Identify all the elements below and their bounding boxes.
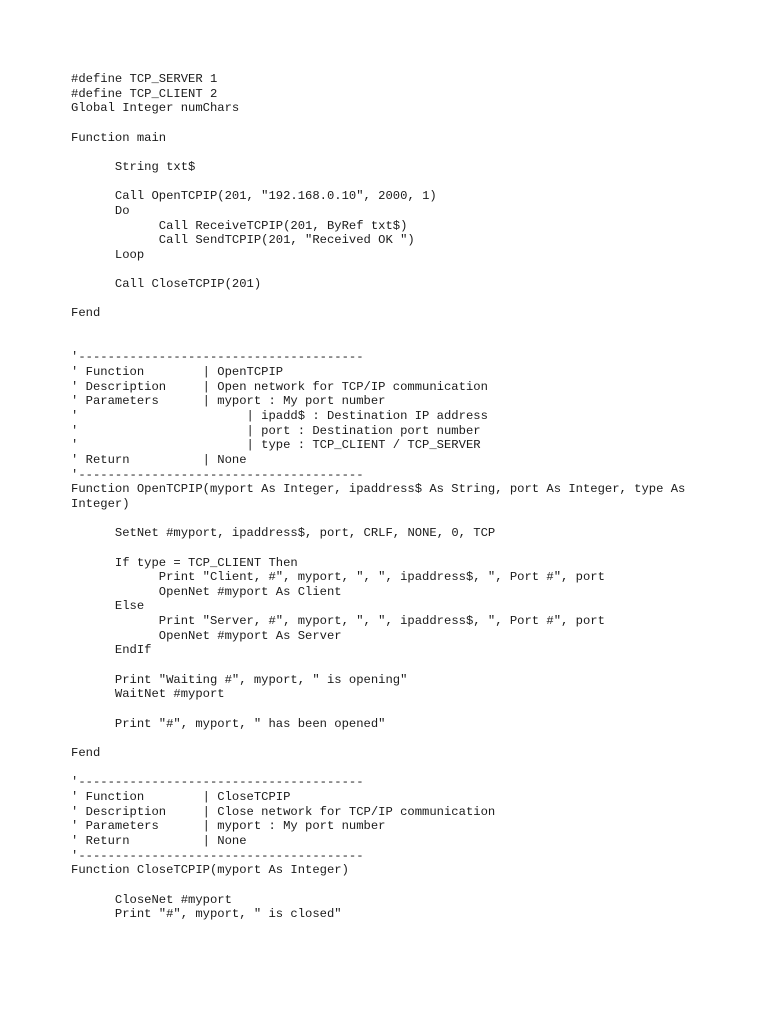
code-line: ' Return | None (71, 833, 247, 848)
code-line: String txt$ (71, 159, 196, 174)
code-line: If type = TCP_CLIENT Then (71, 555, 298, 570)
code-line: Fend (71, 306, 101, 321)
code-line: Call CloseTCPIP(201) (71, 277, 262, 292)
code-line (71, 175, 711, 190)
code-line (71, 262, 711, 277)
code-line (71, 512, 711, 527)
code-line: ' | type : TCP_CLIENT / TCP_SERVER (71, 438, 481, 453)
code-listing (71, 72, 711, 922)
code-line: Do (71, 203, 130, 218)
code-line: Loop (71, 247, 145, 262)
code-line: ' Function | CloseTCPIP (71, 789, 291, 804)
code-line: Else (71, 599, 145, 614)
code-line: ' | ipadd$ : Destination IP address (71, 408, 488, 423)
code-line: Function CloseTCPIP(myport As Integer) (71, 863, 349, 878)
code-line: Print "Waiting #", myport, " is opening" (71, 672, 408, 687)
code-line: ' Description | Close network for TCP/IP communication (71, 804, 496, 819)
code-line: Function OpenTCPIP(myport As Integer, ipaddress$ As String, port As Integer, type As Integer) (71, 482, 693, 511)
code-line (71, 541, 711, 556)
code-line: Print "Client, #", myport, ", ", ipaddress$, ", Port #", port (71, 570, 605, 585)
code-line (71, 761, 711, 776)
code-line: '--------------------------------------- (71, 350, 364, 365)
code-line: OpenNet #myport As Server (71, 628, 342, 643)
code-line: CloseNet #myport (71, 892, 232, 907)
code-line (71, 145, 711, 160)
code-line: #define TCP_CLIENT 2 (71, 86, 218, 101)
code-line (71, 878, 711, 893)
code-line: EndIf (71, 643, 152, 658)
code-line (71, 658, 711, 673)
code-line (71, 116, 711, 131)
code-line (71, 336, 711, 351)
code-line: ' | port : Destination port number (71, 423, 481, 438)
code-line: Print "Server, #", myport, ", ", ipaddress$, ", Port #", port (71, 614, 605, 629)
code-line: Call OpenTCPIP(201, "192.168.0.10", 2000, 1) (71, 189, 437, 204)
code-line: Call ReceiveTCPIP(201, ByRef txt$) (71, 218, 408, 233)
code-line: '--------------------------------------- (71, 848, 364, 863)
code-line: '--------------------------------------- (71, 467, 364, 482)
code-line: ' Parameters | myport : My port number (71, 394, 386, 409)
code-line: SetNet #myport, ipaddress$, port, CRLF, NONE, 0, TCP (71, 526, 496, 541)
code-line: ' Function | OpenTCPIP (71, 365, 284, 380)
code-line: '--------------------------------------- (71, 775, 364, 790)
code-line (71, 321, 711, 336)
code-line: ' Parameters | myport : My port number (71, 819, 386, 834)
code-line: Print "#", myport, " has been opened" (71, 716, 386, 731)
code-line (71, 731, 711, 746)
code-line: Fend (71, 746, 101, 760)
code-line (71, 292, 711, 307)
code-line: Function main (71, 130, 167, 145)
code-line: WaitNet #myport (71, 687, 225, 702)
code-line: Print "#", myport, " is closed" (71, 907, 342, 922)
code-line: Global Integer numChars (71, 101, 240, 116)
code-line: OpenNet #myport As Client (71, 584, 342, 599)
code-line: ' Description | Open network for TCP/IP communication (71, 379, 488, 394)
code-line: ' Return | None (71, 452, 247, 467)
code-line: #define TCP_SERVER 1 (71, 72, 218, 86)
code-line (71, 702, 711, 717)
code-line: Call SendTCPIP(201, "Received OK ") (71, 233, 415, 248)
